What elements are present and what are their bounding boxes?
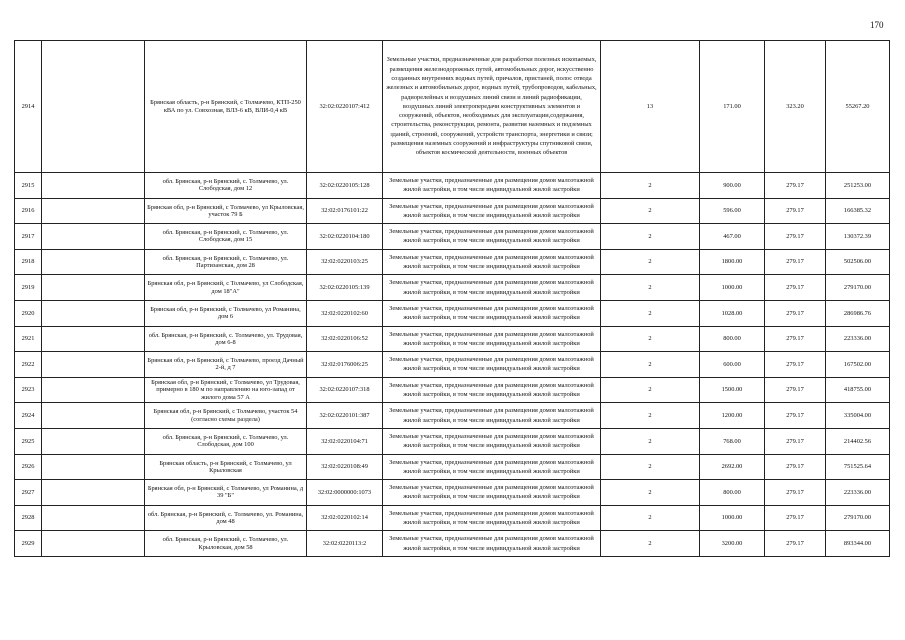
cadastral-value-cell: 166385.32	[826, 198, 890, 224]
land-use-cell: Земельные участки, предназначенные для размещения домов малоэтажной жилой застройки, в том числе индивидуальной жилой застройки	[383, 300, 601, 326]
rate-cell: 279.17	[765, 224, 826, 250]
address-cell: Брянская обл, р-н Брянский, с Толмачево, ул Слободская, дом 18"А"	[145, 275, 307, 301]
row-number: 2915	[15, 173, 42, 199]
land-use-cell: Земельные участки, предназначенные для размещения домов малоэтажной жилой застройки, в том числе индивидуальной жилой застройки	[383, 403, 601, 429]
cadastral-value-cell: 418755.00	[826, 377, 890, 403]
address-cell: обл. Брянская, р-н Брянский, с. Толмачево, ул. Слободская, дом 15	[145, 224, 307, 250]
area-cell: 171.00	[700, 41, 765, 173]
address-cell: Брянская обл, р-н Брянский, с Толмачево, ул Романина, д 39 "Б"	[145, 480, 307, 506]
address-cell: Брянская обл, р-н Брянский, с Толмачево, участок 54 (согласно схемы раздела)	[145, 403, 307, 429]
area-cell: 800.00	[700, 326, 765, 352]
cadastral-number-cell: 32:02:0220104:71	[307, 428, 383, 454]
rate-cell: 279.17	[765, 275, 826, 301]
cadastral-value-cell: 167502.00	[826, 352, 890, 378]
area-cell: 600.00	[700, 352, 765, 378]
group-code-cell: 2	[601, 480, 700, 506]
land-use-cell: Земельные участки, предназначенные для разработки полезных ископаемых, размещения железнодорожных путей, автомобильных дорог, искусственно созданных внутренних водных путей, причалов, пристаней, полос отвода железных и автомобильных дорог, водных путей, трубопроводов, кабельных, радиорелейных и воздушных линий связи и линий радиофикации, воздушных линий электропередачи конструктивных элементов и сооружений, объектов, необходимых для эксплуатации,содержания, строительства, реконструкции, ремонта, развития наземных и подземных зданий, строений, сооружений, устройств транспорта, энергетики и связи; размещения наземных сооружений и инфраструктуры спутниковой связи, объектов космической деятельности, военных объектов	[383, 41, 601, 173]
address-cell: Брянская обл, р-н Брянский, с Толмачево, проезд Дачный 2-й, д 7	[145, 352, 307, 378]
row-number: 2925	[15, 428, 42, 454]
cadastral-number-cell: 32:02:0220105:139	[307, 275, 383, 301]
table-row	[15, 300, 890, 326]
cadastral-number-cell: 32:02:0220104:180	[307, 224, 383, 250]
row-number: 2926	[15, 454, 42, 480]
address-cell: Брянская обл, р-н Брянский, с Толмачево, ул Крыловская, участок 79 Б	[145, 198, 307, 224]
address-cell: Брянская область, р-н Брянский, с Толмачево, ул Крыловская	[145, 454, 307, 480]
address-cell: обл. Брянская, р-н Брянский, с. Толмачево, ул. Романина, дом 48	[145, 505, 307, 531]
blank-cell	[42, 326, 145, 352]
area-cell: 3200.00	[700, 531, 765, 557]
cadastral-value-cell: 502506.00	[826, 249, 890, 275]
group-code-cell: 2	[601, 454, 700, 480]
cadastral-number-cell: 32:02:0000000:1073	[307, 480, 383, 506]
blank-cell	[42, 454, 145, 480]
cadastral-value-cell: 751525.64	[826, 454, 890, 480]
address-cell: обл. Брянская, р-н Брянский, с. Толмачево, ул. Слободская, дом 100	[145, 428, 307, 454]
group-code-cell: 2	[601, 249, 700, 275]
land-use-cell: Земельные участки, предназначенные для размещения домов малоэтажной жилой застройки, в том числе индивидуальной жилой застройки	[383, 198, 601, 224]
address-cell: обл. Брянская, р-н Брянский, с. Толмачево, ул. Слободская, дом 12	[145, 173, 307, 199]
rate-cell: 279.17	[765, 198, 826, 224]
group-code-cell: 2	[601, 428, 700, 454]
row-number: 2916	[15, 198, 42, 224]
blank-cell	[42, 480, 145, 506]
cadastral-value-cell: 55267.20	[826, 41, 890, 173]
rate-cell: 279.17	[765, 531, 826, 557]
rate-cell: 279.17	[765, 505, 826, 531]
land-use-cell: Земельные участки, предназначенные для размещения домов малоэтажной жилой застройки, в том числе индивидуальной жилой застройки	[383, 275, 601, 301]
area-cell: 1800.00	[700, 249, 765, 275]
blank-cell	[42, 41, 145, 173]
blank-cell	[42, 198, 145, 224]
rate-cell: 279.17	[765, 377, 826, 403]
area-cell: 2692.00	[700, 454, 765, 480]
table-row	[15, 41, 890, 173]
blank-cell	[42, 352, 145, 378]
cadastral-value-cell: 893344.00	[826, 531, 890, 557]
cadastral-value-cell: 214402.56	[826, 428, 890, 454]
land-use-cell: Земельные участки, предназначенные для размещения домов малоэтажной жилой застройки, в том числе индивидуальной жилой застройки	[383, 454, 601, 480]
page-number: 170	[870, 20, 884, 30]
table-row	[15, 454, 890, 480]
row-number: 2919	[15, 275, 42, 301]
area-cell: 1000.00	[700, 505, 765, 531]
table-row	[15, 428, 890, 454]
group-code-cell: 2	[601, 173, 700, 199]
cadastral-number-cell: 32:02:0220102:14	[307, 505, 383, 531]
table-row	[15, 249, 890, 275]
table-row	[15, 505, 890, 531]
row-number: 2927	[15, 480, 42, 506]
row-number: 2917	[15, 224, 42, 250]
address-cell: обл. Брянская, р-н Брянский, с. Толмачево, ул. Крыловская, дом 58	[145, 531, 307, 557]
cadastral-value-cell: 130372.39	[826, 224, 890, 250]
group-code-cell: 2	[601, 326, 700, 352]
blank-cell	[42, 505, 145, 531]
table-row	[15, 403, 890, 429]
table-row	[15, 275, 890, 301]
cadastral-number-cell: 32:02:0220102:60	[307, 300, 383, 326]
cadastral-number-cell: 32:02:0176006:25	[307, 352, 383, 378]
rate-cell: 323.20	[765, 41, 826, 173]
table-row	[15, 326, 890, 352]
table-row	[15, 198, 890, 224]
blank-cell	[42, 173, 145, 199]
table-row	[15, 377, 890, 403]
row-number: 2921	[15, 326, 42, 352]
land-use-cell: Земельные участки, предназначенные для размещения домов малоэтажной жилой застройки, в том числе индивидуальной жилой застройки	[383, 249, 601, 275]
blank-cell	[42, 403, 145, 429]
group-code-cell: 2	[601, 531, 700, 557]
group-code-cell: 2	[601, 198, 700, 224]
address-cell: Брянская обл, р-н Брянский, с Толмачево, ул Трудовая, примерно в 180 м по направлению на юго-запад от жилого дома 57 А	[145, 377, 307, 403]
group-code-cell: 2	[601, 505, 700, 531]
address-cell: обл. Брянская, р-н Брянский, с. Толмачево, ул. Трудовая, дом 6-8	[145, 326, 307, 352]
row-number: 2923	[15, 377, 42, 403]
cadastral-value-cell: 286986.76	[826, 300, 890, 326]
land-use-cell: Земельные участки, предназначенные для размещения домов малоэтажной жилой застройки, в том числе индивидуальной жилой застройки	[383, 224, 601, 250]
rate-cell: 279.17	[765, 454, 826, 480]
cadastral-number-cell: 32:02:0176101:22	[307, 198, 383, 224]
row-number: 2918	[15, 249, 42, 275]
rate-cell: 279.17	[765, 428, 826, 454]
row-number: 2920	[15, 300, 42, 326]
area-cell: 596.00	[700, 198, 765, 224]
cadastral-number-cell: 32:02:0220107:412	[307, 41, 383, 173]
rate-cell: 279.17	[765, 173, 826, 199]
land-use-cell: Земельные участки, предназначенные для размещения домов малоэтажной жилой застройки, в том числе индивидуальной жилой застройки	[383, 531, 601, 557]
area-cell: 467.00	[700, 224, 765, 250]
group-code-cell: 2	[601, 300, 700, 326]
rate-cell: 279.17	[765, 352, 826, 378]
row-number: 2922	[15, 352, 42, 378]
area-cell: 1500.00	[700, 377, 765, 403]
cadastral-number-cell: 32:02:0220106:52	[307, 326, 383, 352]
blank-cell	[42, 531, 145, 557]
blank-cell	[42, 300, 145, 326]
blank-cell	[42, 275, 145, 301]
group-code-cell: 2	[601, 377, 700, 403]
cadastral-number-cell: 32:02:0220108:49	[307, 454, 383, 480]
table-row	[15, 480, 890, 506]
table-body	[15, 41, 890, 557]
cadastral-value-cell: 279170.00	[826, 275, 890, 301]
land-use-cell: Земельные участки, предназначенные для размещения домов малоэтажной жилой застройки, в том числе индивидуальной жилой застройки	[383, 173, 601, 199]
cadastral-value-cell: 279170.00	[826, 505, 890, 531]
table-row	[15, 173, 890, 199]
rate-cell: 279.17	[765, 403, 826, 429]
area-cell: 1000.00	[700, 275, 765, 301]
land-use-cell: Земельные участки, предназначенные для размещения домов малоэтажной жилой застройки, в том числе индивидуальной жилой застройки	[383, 326, 601, 352]
group-code-cell: 2	[601, 275, 700, 301]
group-code-cell: 2	[601, 224, 700, 250]
area-cell: 1200.00	[700, 403, 765, 429]
area-cell: 900.00	[700, 173, 765, 199]
table-row	[15, 531, 890, 557]
cadastral-number-cell: 32:02:0220107:318	[307, 377, 383, 403]
cadastral-number-cell: 32:02:0220101:387	[307, 403, 383, 429]
group-code-cell: 13	[601, 41, 700, 173]
blank-cell	[42, 428, 145, 454]
cadastral-value-cell: 223336.00	[826, 480, 890, 506]
row-number: 2928	[15, 505, 42, 531]
rate-cell: 279.17	[765, 249, 826, 275]
land-use-cell: Земельные участки, предназначенные для размещения домов малоэтажной жилой застройки, в том числе индивидуальной жилой застройки	[383, 352, 601, 378]
table-row	[15, 224, 890, 250]
row-number: 2929	[15, 531, 42, 557]
cadastral-value-cell: 335004.00	[826, 403, 890, 429]
area-cell: 768.00	[700, 428, 765, 454]
cadastral-value-cell: 251253.00	[826, 173, 890, 199]
land-use-cell: Земельные участки, предназначенные для размещения домов малоэтажной жилой застройки, в том числе индивидуальной жилой застройки	[383, 377, 601, 403]
blank-cell	[42, 249, 145, 275]
rate-cell: 279.17	[765, 480, 826, 506]
group-code-cell: 2	[601, 352, 700, 378]
land-use-cell: Земельные участки, предназначенные для размещения домов малоэтажной жилой застройки, в том числе индивидуальной жилой застройки	[383, 428, 601, 454]
blank-cell	[42, 377, 145, 403]
land-registry-table	[14, 40, 890, 557]
rate-cell: 279.17	[765, 300, 826, 326]
land-use-cell: Земельные участки, предназначенные для размещения домов малоэтажной жилой застройки, в том числе индивидуальной жилой застройки	[383, 480, 601, 506]
cadastral-number-cell: 32:02:0220105:128	[307, 173, 383, 199]
group-code-cell: 2	[601, 403, 700, 429]
land-use-cell: Земельные участки, предназначенные для размещения домов малоэтажной жилой застройки, в том числе индивидуальной жилой застройки	[383, 505, 601, 531]
area-cell: 1028.00	[700, 300, 765, 326]
address-cell: обл. Брянская, р-н Брянский, с. Толмачево, ул. Партизанская, дом 28	[145, 249, 307, 275]
row-number: 2924	[15, 403, 42, 429]
rate-cell: 279.17	[765, 326, 826, 352]
area-cell: 800.00	[700, 480, 765, 506]
blank-cell	[42, 224, 145, 250]
table-row	[15, 352, 890, 378]
cadastral-number-cell: 32:02:0220113:2	[307, 531, 383, 557]
address-cell: Брянская обл, р-н Брянский, с Толмачево, ул Романина, дом 6	[145, 300, 307, 326]
cadastral-value-cell: 223336.00	[826, 326, 890, 352]
cadastral-number-cell: 32:02:0220103:25	[307, 249, 383, 275]
address-cell: Брянская область, р-н Брянский, с Толмачево, КТП-250 кВА по ул. Совхозная, ВЛЗ-6 кВ, ВЛИ-0,4 кВ	[145, 41, 307, 173]
row-number: 2914	[15, 41, 42, 173]
